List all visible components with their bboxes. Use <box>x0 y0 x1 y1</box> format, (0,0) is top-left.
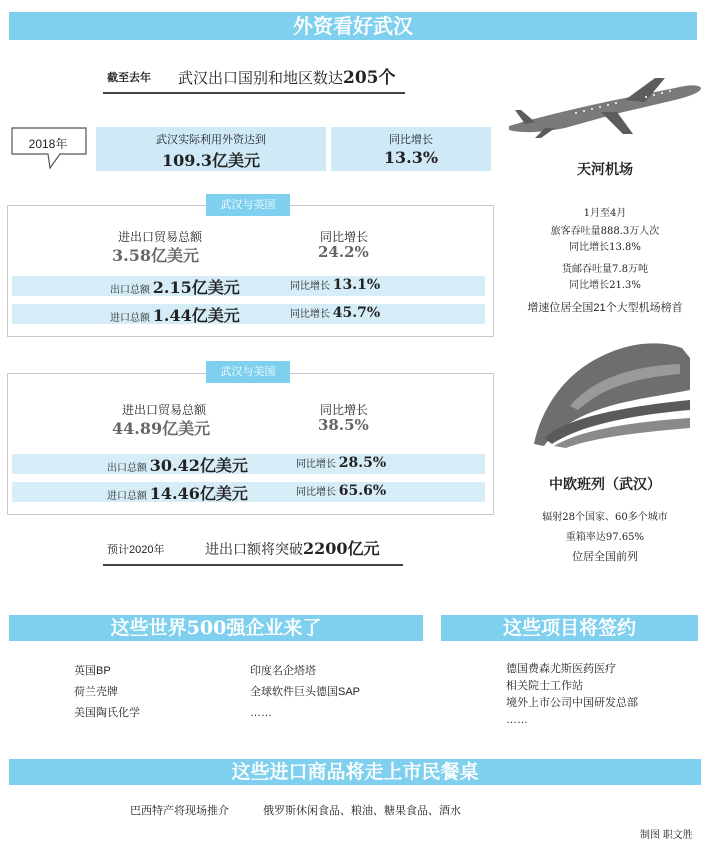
us-import-growth: 65.6% <box>338 483 387 499</box>
countries-underline <box>103 92 405 94</box>
rail-rank: 位居全国前列 <box>572 551 638 563</box>
us-import-growth-text <box>296 483 386 499</box>
uk-growth-label: 同比增长 <box>320 230 369 244</box>
us-total-value: 44.89亿美元 <box>112 419 211 438</box>
airport-cargo-growth: 同比增长21.3% <box>569 280 641 291</box>
forecast-text <box>205 536 380 559</box>
forecast-prefix: 预计2020年 <box>107 544 165 556</box>
projects-banner <box>441 615 698 641</box>
us-total-label: 进出口贸易总额 <box>122 403 207 417</box>
forecast-underline <box>103 564 403 566</box>
companies-title: 这些世界500强企业来了 <box>110 617 322 639</box>
fdi-year: 2018年 <box>28 137 68 151</box>
airplane-icon <box>505 72 703 142</box>
uk-export-text <box>110 275 240 298</box>
uk-import-text <box>110 303 240 326</box>
rail-rate: 重箱率达97.65% <box>565 532 645 543</box>
us-growth-label: 同比增长 <box>320 403 369 417</box>
fdi-growth-label: 同比增长 <box>389 134 433 146</box>
countries-text <box>178 63 396 88</box>
us-import-growth-label: 同比增长 <box>296 487 336 498</box>
uk-export-value: 2.15亿美元 <box>152 278 240 297</box>
us-import-text <box>107 481 248 504</box>
imports-title: 这些进口商品将走上市民餐桌 <box>231 761 479 783</box>
project-item: 境外上市公司中国研发总部 <box>506 697 638 709</box>
companies-banner <box>9 615 423 641</box>
us-export-growth: 28.5% <box>338 455 387 471</box>
airport-title: 天河机场 <box>577 161 633 177</box>
uk-export-growth-text <box>290 277 380 293</box>
fdi-growth-box <box>331 127 491 171</box>
company-item: 荷兰壳牌 <box>74 686 118 698</box>
company-item: 英国BP <box>74 665 111 677</box>
uk-tag: 武汉与英国 <box>206 194 290 216</box>
us-export-label: 出口总额 <box>107 463 147 474</box>
uk-export-growth-label: 同比增长 <box>290 281 330 292</box>
airport-period: 1月至4月 <box>583 208 627 219</box>
us-import-row <box>12 482 485 502</box>
projects-title: 这些项目将签约 <box>502 617 636 639</box>
company-item: 全球软件巨头德国SAP <box>250 686 361 698</box>
page-title: 外资看好武汉 <box>293 14 413 38</box>
countries-prefix: 截至去年 <box>107 72 151 84</box>
airport-passenger: 旅客吞吐量888.3万人次 <box>550 226 660 237</box>
uk-import-label: 进口总额 <box>110 313 150 324</box>
us-export-row <box>12 454 485 474</box>
us-tag: 武汉与美国 <box>206 361 290 383</box>
uk-import-growth: 45.7% <box>332 305 381 321</box>
us-growth-value: 38.5% <box>318 416 369 434</box>
credit: 制图 职文胜 <box>640 830 693 841</box>
countries-label: 武汉出口国别和地区数达 <box>178 70 344 87</box>
fdi-value: 109.3亿美元 <box>161 151 261 170</box>
fdi-value-box <box>96 127 326 171</box>
company-item: 美国陶氏化学 <box>74 707 140 719</box>
fdi-label: 武汉实际利用外资达到 <box>156 134 266 146</box>
countries-value: 205个 <box>343 68 396 88</box>
airport-rank: 增速位居全国21个大型机场榜首 <box>527 302 683 314</box>
uk-export-label: 出口总额 <box>110 285 150 296</box>
us-import-value: 14.46亿美元 <box>149 484 248 503</box>
company-item: 印度名企塔塔 <box>250 665 316 677</box>
rail-title: 中欧班列（武汉） <box>549 476 661 492</box>
uk-total-value: 3.58亿美元 <box>112 246 199 265</box>
project-item: 德国费森尤斯医药医疗 <box>506 663 616 675</box>
uk-total-label: 进出口贸易总额 <box>118 230 203 244</box>
uk-import-value: 1.44亿美元 <box>152 306 240 325</box>
companies-col2 <box>250 661 360 724</box>
airport-cargo: 货邮吞吐量7.8万吨 <box>562 264 648 275</box>
uk-import-growth-label: 同比增长 <box>290 309 330 320</box>
train-icon <box>530 338 695 450</box>
airport-passenger-growth: 同比增长13.8% <box>569 242 641 253</box>
uk-import-growth-text <box>290 305 380 321</box>
forecast-value: 2200亿元 <box>303 539 380 558</box>
us-export-text <box>107 453 248 476</box>
companies-col1 <box>74 661 140 724</box>
imports-item-1: 巴西特产将现场推介 <box>130 805 229 817</box>
us-export-growth-text <box>296 455 386 471</box>
project-item: 相关院士工作站 <box>506 680 583 692</box>
forecast-label: 进出口额将突破 <box>205 541 303 557</box>
uk-growth-value: 24.2% <box>318 243 369 261</box>
rail-reach: 辐射28个国家、60多个城市 <box>542 512 668 523</box>
us-export-growth-label: 同比增长 <box>296 459 336 470</box>
uk-export-growth: 13.1% <box>332 277 381 293</box>
uk-import-row <box>12 304 485 324</box>
us-export-value: 30.42亿美元 <box>149 456 248 475</box>
company-item: …… <box>250 707 272 719</box>
project-item: …… <box>506 714 528 726</box>
imports-item-2: 俄罗斯休闲食品、粮油、糖果食品、酒水 <box>263 805 461 817</box>
projects-list <box>506 661 638 729</box>
fdi-growth-value: 13.3% <box>383 148 439 167</box>
us-import-label: 进口总额 <box>107 491 147 502</box>
uk-export-row <box>12 276 485 296</box>
imports-banner <box>9 759 701 785</box>
page-title-banner <box>9 12 697 40</box>
